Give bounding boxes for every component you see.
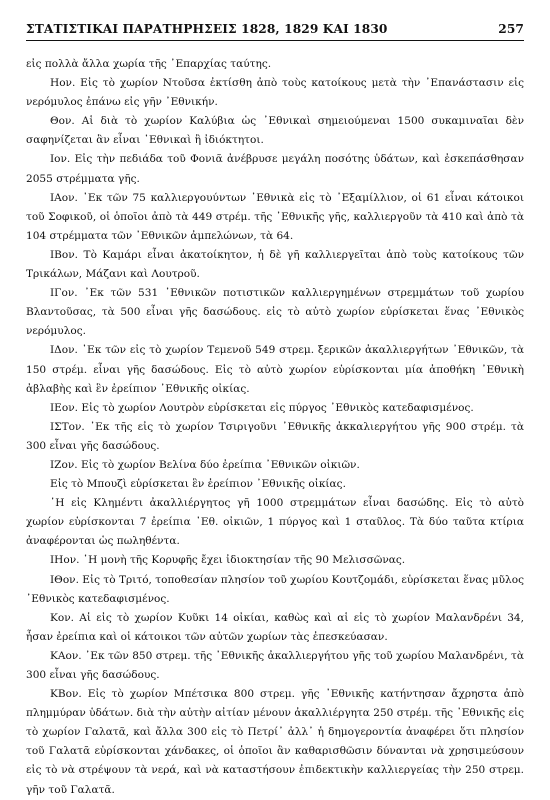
paragraph: Ιον. Εἰς τὴν πεδιάδα τοῦ Φονιᾶ ἀνέβρυσε μεγάλη ποσότης ὑδάτων, καὶ ἐσκεπάσθησαν 2055 στρέμματα γῆς. bbox=[26, 153, 524, 185]
paragraph: ΚΒον. Εἰς τὸ χωρίον Μπέτσικα 800 στρεμ. γῆς ᾿Εθνικῆς κατήντησαν ἄχρηστα ἀπὸ πλημμύραν ὑδάτων. διὰ τὴν αὐτὴν αἰτίαν μένουν ἀκαλλιέργητα 250 στρέμ. τῆς ᾿Εθνικῆς εἰς τὸ χωρίον Γαλατᾶ, καὶ ἄλλα 300 εἰς τὸ Πετρί᾿ ἀλλ᾿ ἡ δημογεροντία ἀναφέρει ὅτι πλησίον τοῦ Γαλατᾶ εὑρίσκονται χάνδακες, οἱ ὁποῖοι ἂν καθαρισθῶσιν δύνανται νὰ χρησιμεύσουν εἰς τὸ νὰ στρέψουν τὰ νερά, καὶ νὰ καταστήσουν ἐπιδεκτικὴν καλλιεργείας τὴν 250 στρεμ. γῆν τοῦ Γαλατᾶ. bbox=[26, 688, 524, 796]
paragraph: ΙΣΤον. ᾿Εκ τῆς εἰς τὸ χωρίον Τσιριγοῦνι ᾿Εθνικῆς ἀκκαλιεργήτου γῆς 900 στρέμ. τὰ 300 εἶναι γῆς δασώδους. bbox=[26, 420, 524, 452]
paragraph: ῾Η εἰς Κλημέντι ἀκαλλιέργητος γῆ 1000 στρεμμάτων εἶναι δασώδης. Εἰς τὸ αὐτὸ χωρίον εὑρίσκονται 7 ἐρείπια ᾿Εθ. οἰκιῶν, 1 πύργος καὶ 1 σταῦλος. Τὰ δύο ταῦτα κτίρια ἀναφέρονται ὡς πωληθέντα. bbox=[26, 497, 524, 548]
paragraph: ΙΔον. ᾿Εκ τῶν εἰς τὸ χωρίον Τεμενοῦ 549 στρεμ. ξερικῶν ἀκαλλιεργήτων ᾿Εθνικῶν, τὰ 150 στρέμ. εἶναι γῆς δασώδους. Εἰς τὸ αὐτὸ χωρίον εὑρίσκονται μία ἀποθήκη ᾿Εθνικὴ ἀβλαβὴς καὶ ἓν ἐρείπιον ᾿Εθνικῆς οἰκίας. bbox=[26, 344, 524, 395]
document-page bbox=[26, 22, 524, 800]
paragraph: Θον. Αἱ διὰ τὸ χωρίον Καλύβια ὡς ᾿Εθνικαὶ σημειούμεναι 1500 συκαμιναῖαι δὲν σαφηνίζεται ἂν εἶναι ᾿Εθνικαὶ ἢ ἰδιόκτητοι. bbox=[26, 115, 524, 147]
paragraph: ΙΕον. Εἰς τὸ χωρίον Λουτρὸν εὑρίσκεται εἰς πύργος ᾿Εθνικὸς κατεδαφισμένος. bbox=[50, 401, 474, 414]
paragraph: ΙΗον. ῾Η μονὴ τῆς Κορυφῆς ἔχει ἰδιοκτησίαν τῆς 90 Μελισσῶνας. bbox=[50, 554, 406, 567]
running-header bbox=[26, 22, 524, 41]
paragraph: Κον. Αἱ εἰς τὸ χωρίον Κυῦκι 14 οἰκίαι, καθὼς καὶ αἱ εἰς τὸ χωρίον Μαλανδρένι 34, ἦσαν ἐρείπια καὶ οἱ κάτοικοι τῶν αὐτῶν χωρίων τὰς ἐπεσκεύασαν. bbox=[26, 611, 524, 643]
paragraph: ΙΘον. Εἰς τὸ Τριτό, τοποθεσίαν πλησίον τοῦ χωρίου Κουτζομάδι, εὑρίσκεται ἕνας μῦλος ᾿Εθνικὸς κατεδαφισμένος. bbox=[26, 573, 524, 605]
running-title: ΣΤΑΤΙΣΤΙΚΑΙ ΠΑΡΑΤΗΡΗΣΕΙΣ 1828, 1829 ΚΑΙ 1830 bbox=[26, 22, 388, 36]
paragraph: ΚΑον. ᾿Εκ τῶν 850 στρεμ. τῆς ᾿Εθνικῆς ἀκαλλιεργήτου γῆς τοῦ χωρίου Μαλανδρένι, τὰ 300 εἶναι γῆς δασώδους. bbox=[26, 649, 524, 681]
body-text bbox=[26, 55, 524, 800]
paragraph: ΙΓον. ᾿Εκ τῶν 531 ᾿Εθνικῶν ποτιστικῶν καλλιεργημένων στρεμμάτων τοῦ χωρίου Βλαντοῦσας, τὰ 500 εἶναι γῆς δασώδους. εἰς τὸ αὐτὸ χωρίον εὑρίσκεται ἕνας ᾿Εθνικὸς νερόμυλος. bbox=[26, 287, 524, 338]
paragraph: Εἰς τὸ Μπουζὶ εὑρίσκεται ἓν ἐρείπιον ᾿Εθνικῆς οἰκίας. bbox=[50, 478, 346, 491]
page-number: 257 bbox=[498, 22, 524, 36]
paragraph: ΙΑον. ᾿Εκ τῶν 75 καλλιεργουύντων ᾿Εθνικὰ εἰς τὸ ᾿Εξαμίλλιον, οἱ 61 εἶναι κάτοικοι τοῦ Σοφικοῦ, οἱ ὁποῖοι ἀπὸ τὰ 449 στρέμ. τῆς ᾿Εθνικῆς γῆς, καλλιεργοῦν τὰ 410 καὶ ἀπὸ τὰ 104 στρέμματα τῶν ᾿Εθνικῶν ἀμπελώνων, τὰ 64. bbox=[26, 191, 524, 242]
paragraph: ΙΖον. Εἰς τὸ χωρίον Βελίνα δύο ἐρείπια ᾿Εθνικῶν οἰκιῶν. bbox=[50, 458, 360, 471]
paragraph: Ηον. Εἰς τὸ χωρίον Ντοῦσα ἐκτίσθη ἀπὸ τοὺς κατοίκους μετὰ τὴν ᾿Επανάστασιν εἰς νερόμυλος ἐπάνω εἰς γῆν ᾿Εθνικήν. bbox=[26, 77, 524, 109]
paragraph-continuation: εἰς πολλὰ ἄλλα χωρία τῆς ᾿Επαρχίας ταύτης. bbox=[26, 58, 272, 70]
paragraph: ΙΒον. Τὸ Καμάρι εἶναι ἀκατοίκητον, ἡ δὲ γῆ καλλιεργεῖται ἀπὸ τοὺς κατοίκους τῶν Τρικάλων, Μάζανι καὶ Λουτροῦ. bbox=[26, 248, 524, 281]
